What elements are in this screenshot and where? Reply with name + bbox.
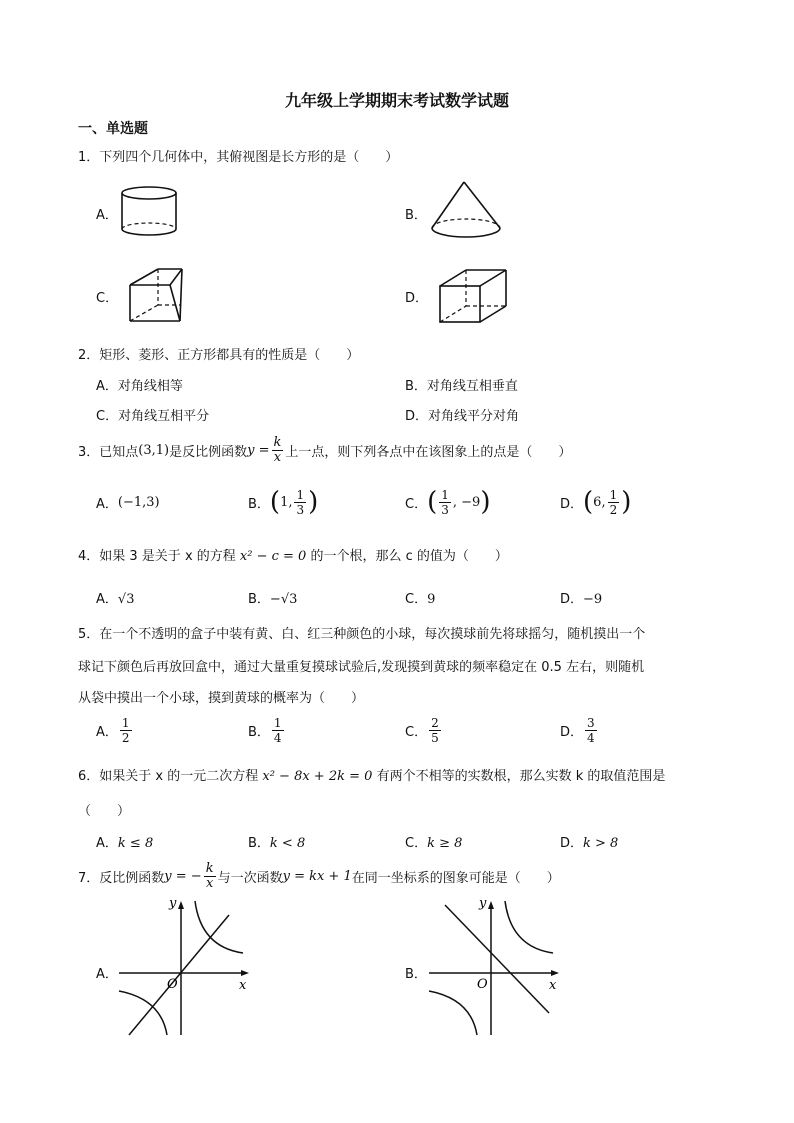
q2-option-b: B．对角线互相垂直 — [405, 379, 518, 394]
q7-option-b-label: B． — [405, 967, 427, 982]
q7-mid: 与一次函数 — [217, 870, 283, 886]
q3-option-b-value: 1, — [280, 494, 293, 510]
cone-icon — [428, 178, 508, 243]
section-heading: 一、单选题 — [78, 121, 148, 137]
q4-option-a: A．√3 — [96, 592, 135, 607]
q3-option-b-label: B． — [248, 496, 270, 512]
question-5-line-1: 5．在一个不透明的盒子中装有黄、白、红三种颜色的小球，每次摸球前先将球摇匀，随机摸出一个 — [78, 627, 646, 642]
q6-pre: 6．如果关于 x 的一元二次方程 — [78, 769, 259, 784]
page-title: 九年级上学期期末考试数学试题 — [284, 91, 509, 110]
q1-option-c-label: C． — [96, 291, 119, 306]
q3-option-a-value: (−1,3) — [117, 494, 160, 510]
q2-option-d: D．对角线平分对角 — [405, 409, 520, 424]
q7b-axis-y: y — [479, 896, 487, 911]
q4-option-c: C．9 — [405, 592, 436, 607]
q2-option-a: A．对角线相等 — [96, 379, 183, 394]
q3-func-fraction: $\frac{k}{x}$ — [273, 434, 282, 465]
q3-option-c-value: , −9 — [452, 494, 481, 510]
q3-option-d-value: 6, — [593, 494, 606, 510]
q1-option-d-label: D． — [405, 291, 429, 306]
q3-option-d-label: D． — [560, 496, 584, 512]
q7b-origin: O — [477, 977, 488, 992]
q4-pre: 4．如果 3 是关于 x 的方程 — [78, 549, 236, 564]
q7-linear: y = kx + 1 — [282, 868, 352, 884]
q6-option-d: D．k > 8 — [560, 836, 619, 851]
q5-option-a: A． $\frac{1}{2}$ — [96, 715, 130, 745]
q7b-axis-x: x — [549, 978, 557, 993]
q2-option-c: C．对角线互相平分 — [96, 409, 210, 424]
q6-option-a: A．k ≤ 8 — [96, 836, 154, 851]
q7-pre: 7．反比例函数 — [78, 870, 165, 886]
q6-equation: x² − 8x + 2k = 0 — [262, 769, 373, 784]
cylinder-icon — [118, 185, 188, 240]
q5-option-d: D． $\frac{3}{4}$ — [560, 715, 595, 745]
triangular-prism-icon — [126, 265, 196, 330]
q3-option-a-label: A． — [96, 496, 118, 512]
q7-func-lhs: y = − — [164, 868, 202, 884]
q6-post: 有两个不相等的实数根，那么实数 k 的取值范围是 — [376, 769, 666, 784]
q3-option-d: D． ( 6, $\frac{1}{2}$ ) — [560, 487, 632, 517]
q4-option-d: D．−9 — [560, 592, 603, 607]
q5-option-b: B． $\frac{1}{4}$ — [248, 715, 282, 745]
q1-option-a-label: A． — [96, 208, 118, 223]
q3-option-c-label: C． — [405, 496, 428, 512]
question-5-line-2: 球记下颜色后再放回盒中，通过大量重复摸球试验后,发现摸到黄球的频率稳定在 0.5 左右，则随机 — [78, 660, 645, 675]
question-6-stem — [78, 765, 665, 784]
question-6-line-2: （ ） — [78, 804, 131, 819]
q4-option-b: B．−√3 — [248, 592, 298, 607]
q3-func-lhs: y = — [247, 442, 270, 458]
q7-graph-a — [115, 895, 255, 1040]
q3-option-b: B． ( 1, $\frac{1}{3}$ ) — [248, 487, 319, 517]
q1-option-b-label: B． — [405, 208, 427, 223]
q6-option-c: C．k ≥ 8 — [405, 836, 463, 851]
q3-pre: 3．已知点 — [78, 444, 139, 460]
q3-mid: 是反比例函数 — [169, 444, 248, 460]
question-7-stem — [78, 858, 560, 894]
q7a-axis-y: y — [169, 896, 177, 911]
q3-point: (3,1) — [138, 442, 170, 458]
q5-option-c: C． $\frac{2}{5}$ — [405, 715, 439, 745]
q7a-origin: O — [167, 977, 178, 992]
question-5-line-3: 从袋中摸出一个小球，摸到黄球的概率为（ ） — [78, 691, 365, 706]
q3-post: 上一点，则下列各点中在该图象上的点是（ ） — [285, 444, 572, 460]
q7a-axis-x: x — [239, 978, 247, 993]
q6-option-b: B．k < 8 — [248, 836, 306, 851]
question-3-stem — [78, 434, 571, 466]
cuboid-icon — [436, 266, 516, 328]
q3-option-a — [96, 484, 160, 520]
q4-post: 的一个根，那么 c 的值为（ ） — [310, 549, 508, 564]
q3-option-c: C． ( $\frac{1}{3}$ , −9 ) — [405, 487, 491, 517]
question-2-stem: 2．矩形、菱形、正方形都具有的性质是（ ） — [78, 348, 360, 363]
q7-option-a-label: A． — [96, 967, 118, 982]
question-1-stem: 1．下列四个几何体中，其俯视图是长方形的是（ ） — [78, 150, 399, 165]
q7-graph-b — [425, 895, 565, 1040]
question-4-stem — [78, 545, 508, 564]
q7-func-fraction: $\frac{k}{x}$ — [205, 860, 214, 891]
q4-equation: x² − c = 0 — [239, 549, 307, 564]
q7-post: 在同一坐标系的图象可能是（ ） — [351, 870, 560, 886]
